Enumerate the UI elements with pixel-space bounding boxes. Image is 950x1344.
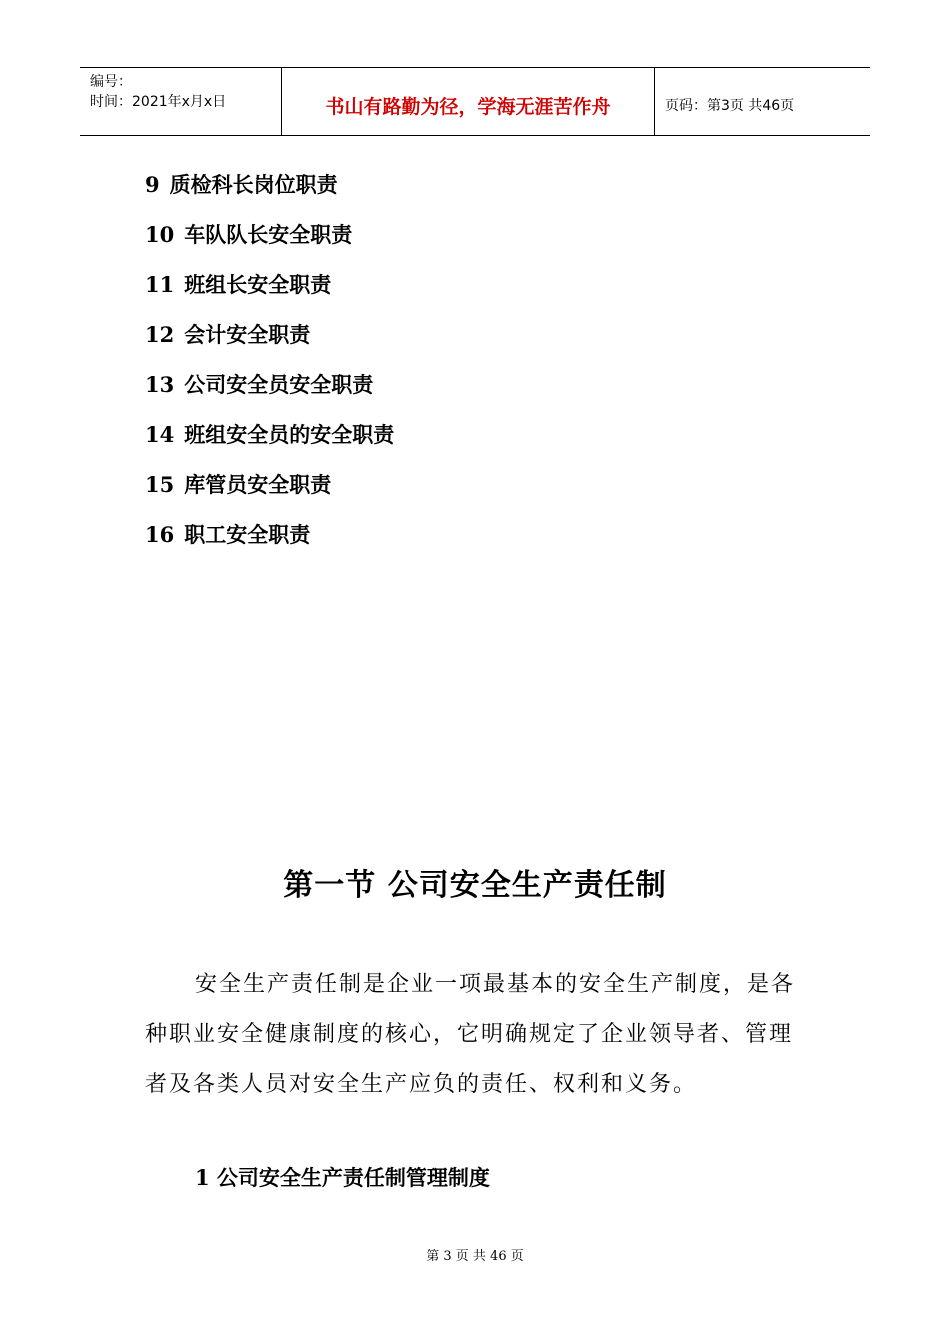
header-page-info: 页码：第3页 共46页	[665, 98, 795, 114]
toc-item	[145, 370, 394, 420]
header-page-cell	[655, 68, 870, 135]
toc-item	[145, 170, 394, 220]
toc-item	[145, 220, 394, 270]
toc-item-number: 12	[145, 322, 175, 347]
toc-item-text: 班组安全员的安全职责	[184, 422, 395, 447]
toc-item-text: 会计安全职责	[184, 322, 311, 347]
page-footer: 第 3 页 共 46 页	[426, 1249, 524, 1264]
toc-item-number: 15	[145, 472, 175, 497]
toc-item-text: 车队队长安全职责	[184, 222, 353, 247]
page-header	[80, 67, 870, 136]
toc-item-text: 质检科长岗位职责	[169, 172, 338, 197]
toc-item-number: 13	[145, 372, 175, 397]
section-paragraph: 安全生产责任制是企业一项最基本的安全生产制度，是各种职业安全健康制度的核心，它明确规定了企业领导者、管理者及各类人员对安全生产应负的责任、权利和义务。	[145, 972, 796, 1097]
header-time-label: 时间：2021年x月x日	[90, 94, 227, 110]
header-motto: 书山有路勤为径，学海无涯苦作舟	[325, 96, 611, 118]
header-number-label: 编号：	[90, 74, 132, 90]
toc-item-number: 14	[145, 422, 175, 447]
section-subheading: 1 公司安全生产责任制管理制度	[195, 1165, 490, 1190]
toc-item	[145, 520, 394, 570]
header-motto-cell	[282, 68, 655, 135]
toc-item-number: 16	[145, 522, 175, 547]
toc-item	[145, 420, 394, 470]
toc-item	[145, 320, 394, 370]
header-meta-cell	[80, 68, 282, 135]
toc-list	[145, 170, 394, 570]
toc-item-number: 9	[145, 172, 160, 197]
toc-item-text: 库管员安全职责	[184, 472, 332, 497]
toc-item	[145, 270, 394, 320]
toc-item-text: 公司安全员安全职责	[184, 372, 374, 397]
toc-item-number: 10	[145, 222, 175, 247]
toc-item-number: 11	[145, 272, 175, 297]
toc-item-text: 职工安全职责	[184, 522, 311, 547]
toc-item	[145, 470, 394, 520]
section-title: 第一节 公司安全生产责任制	[283, 868, 667, 903]
toc-item-text: 班组长安全职责	[184, 272, 332, 297]
